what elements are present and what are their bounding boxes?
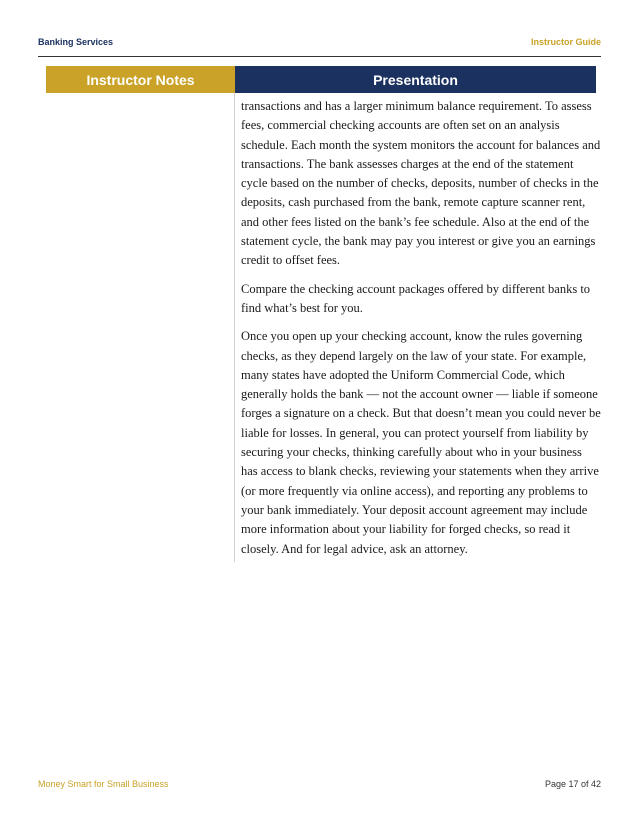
- paragraph: transactions and has a larger minimum balance requirement. To assess fees, commercial checking accounts are often set on an analysis schedule. Each month the system monitors the account for balances and transactions. The bank assesses charges at the end of the statement cycle based on the number of checks, deposits, number of checks in the deposits, cash purchased from the bank, remote capture scanner rent, and other fees listed on the bank’s fee schedule. Also at the end of the statement cycle, the bank may pay you interest or give you an earnings credit to offset fees.: [241, 99, 601, 268]
- presentation-body: [241, 97, 601, 568]
- column-divider: [234, 93, 235, 562]
- presentation-label: Presentation: [373, 71, 458, 88]
- header-rule: [38, 56, 601, 57]
- presentation-header: [235, 66, 596, 93]
- paragraph: Once you open up your checking account, know the rules governing checks, as they depend largely on the law of your state. For example, many states have adopted the Uniform Commercial Code, which generally holds the bank — not the account owner — liable if someone forges a signature on a check. But that doesn’t mean you could never be liable for losses. In general, you can protect yourself from liability by securing your checks, thinking carefully about who in your business has access to blank checks, reviewing your statements when they arrive (or more frequently via online access), and reporting any problems to your bank immediately. Your deposit account agreement may include more information about your liability for forged checks, so read it closely. And for legal advice, ask an attorney.: [241, 329, 601, 556]
- instructor-notes-header: [46, 66, 235, 93]
- header-section-title: Banking Services: [38, 37, 114, 47]
- footer-course-title: Money Smart for Small Business: [38, 779, 169, 789]
- instructor-notes-label: Instructor Notes: [86, 71, 195, 88]
- paragraph: Compare the checking account packages offered by different banks to find what’s best for you.: [241, 281, 591, 315]
- header-guide-title: Instructor Guide: [530, 37, 601, 47]
- footer-page-number: Page 17 of 42: [544, 779, 601, 789]
